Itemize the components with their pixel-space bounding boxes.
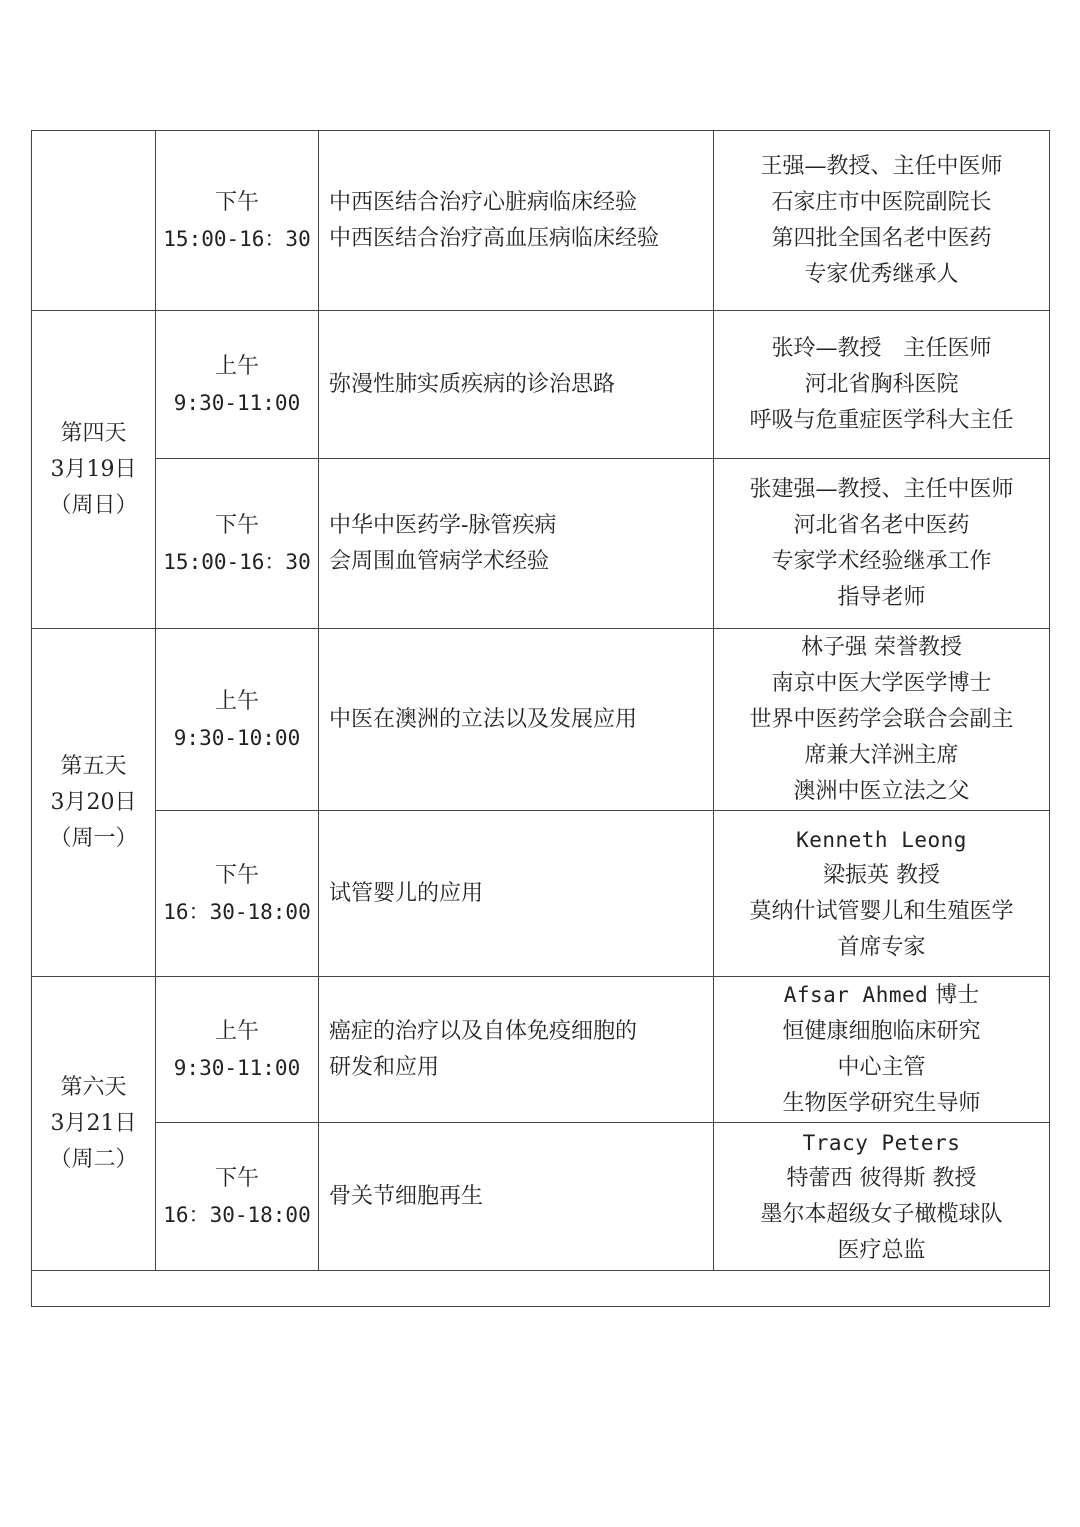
- table-row: [32, 977, 1050, 1123]
- speaker-english-name: Tracy Peters: [802, 1130, 961, 1155]
- speaker-cell: [714, 811, 1050, 977]
- time-range: 16：30-18:00: [163, 899, 311, 924]
- table-row: [32, 1123, 1050, 1271]
- topic-line: 弥漫性肺实质疾病的诊治思路: [329, 371, 616, 397]
- day-name: 第五天: [60, 753, 127, 779]
- speaker-line: 澳洲中医立法之父: [793, 778, 970, 804]
- topic-cell: [319, 629, 714, 811]
- topic-cell: [319, 311, 714, 459]
- time-cell: [156, 131, 319, 311]
- topic-cell: [319, 977, 714, 1123]
- speaker-cell: [714, 311, 1050, 459]
- period-label: 上午: [214, 353, 259, 379]
- speaker-line: 张建强—教授、主任中医师: [749, 476, 1014, 502]
- empty-cell: [32, 1271, 1050, 1307]
- speaker-name-line: [714, 977, 1049, 1014]
- topic-line: 中西医结合治疗心脏病临床经验: [329, 189, 638, 215]
- table-row: [32, 459, 1050, 629]
- time-cell: [156, 977, 319, 1123]
- speaker-line: 世界中医药学会联合会副主: [749, 706, 1014, 732]
- speaker-cell: [714, 977, 1050, 1123]
- topic-cell: [319, 459, 714, 629]
- speaker-line: 指导老师: [837, 584, 926, 610]
- table-row: [32, 811, 1050, 977]
- speaker-cell: [714, 629, 1050, 811]
- time-cell: [156, 1123, 319, 1271]
- speaker-line: 首席专家: [837, 934, 926, 960]
- topic-line: 研发和应用: [329, 1054, 440, 1080]
- speaker-line: 特蕾西 彼得斯 教授: [786, 1165, 977, 1191]
- speaker-title: 博士: [935, 983, 980, 1008]
- day-cell: [32, 311, 156, 629]
- schedule-table: [31, 130, 1050, 1307]
- time-range: 9:30-11:00: [173, 1055, 301, 1080]
- topic-line: 试管婴儿的应用: [329, 880, 484, 906]
- day-weekday: （周一）: [49, 825, 138, 851]
- speaker-english-name: Kenneth Leong: [796, 827, 967, 852]
- speaker-line: 中心主管: [837, 1055, 926, 1080]
- speaker-line: 河北省胸科医院: [804, 371, 959, 397]
- speaker-line: 专家优秀继承人: [804, 261, 959, 287]
- time-cell: [156, 629, 319, 811]
- topic-line: 癌症的治疗以及自体免疫细胞的: [329, 1018, 638, 1044]
- day-cell: [32, 131, 156, 311]
- speaker-line: 莫纳什试管婴儿和生殖医学: [749, 898, 1014, 924]
- day-date: 3月19日: [50, 456, 137, 482]
- time-range: 15:00-16：30: [163, 549, 311, 574]
- speaker-line: 墨尔本超级女子橄榄球队: [760, 1201, 1003, 1227]
- time-range: 16：30-18:00: [163, 1202, 311, 1227]
- time-range: 9:30-11:00: [173, 390, 301, 415]
- speaker-cell: [714, 131, 1050, 311]
- speaker-english-name: Afsar Ahmed: [783, 983, 929, 1007]
- speaker-line: 第四批全国名老中医药: [771, 225, 992, 251]
- table-footer-row: [32, 1271, 1050, 1307]
- time-range: 15:00-16：30: [163, 226, 311, 251]
- day-date: 3月21日: [50, 1110, 137, 1136]
- period-label: 下午: [214, 189, 259, 215]
- topic-line: 中医在澳洲的立法以及发展应用: [329, 706, 638, 732]
- day-name: 第六天: [60, 1074, 127, 1100]
- speaker-line: 林子强 荣誉教授: [801, 634, 962, 660]
- speaker-line: 医疗总监: [837, 1237, 926, 1263]
- day-date: 3月20日: [50, 789, 137, 815]
- speaker-line: 席兼大洋洲主席: [804, 742, 959, 768]
- day-weekday: （周二）: [49, 1146, 138, 1172]
- day-name: 第四天: [60, 420, 127, 446]
- topic-cell: [319, 131, 714, 311]
- day-weekday: （周日）: [49, 492, 138, 518]
- speaker-cell: [714, 459, 1050, 629]
- speaker-cell: [714, 1123, 1050, 1271]
- time-cell: [156, 311, 319, 459]
- time-range: 9:30-10:00: [173, 725, 301, 750]
- speaker-line: 呼吸与危重症医学科大主任: [749, 407, 1014, 433]
- topic-line: 中华中医药学-脉管疾病: [329, 512, 557, 538]
- period-label: 下午: [214, 512, 259, 538]
- period-label: 上午: [214, 688, 259, 714]
- speaker-line: 张玲—教授 主任医师: [771, 335, 992, 361]
- speaker-line: 梁振英 教授: [823, 862, 940, 888]
- topic-cell: [319, 1123, 714, 1271]
- speaker-line: 南京中医大学医学博士: [771, 670, 992, 696]
- table-row: [32, 629, 1050, 811]
- speaker-line: 王强—教授、主任中医师: [760, 153, 1003, 179]
- table-row: [32, 311, 1050, 459]
- topic-cell: [319, 811, 714, 977]
- table-row: [32, 131, 1050, 311]
- topic-line: 骨关节细胞再生: [329, 1183, 484, 1209]
- speaker-line: 专家学术经验继承工作: [771, 548, 992, 574]
- day-cell: [32, 629, 156, 977]
- time-cell: [156, 459, 319, 629]
- topic-line: 会周围血管病学术经验: [329, 548, 550, 574]
- speaker-line: 恒健康细胞临床研究: [782, 1019, 981, 1044]
- topic-line: 中西医结合治疗高血压病临床经验: [329, 225, 660, 251]
- period-label: 上午: [214, 1018, 259, 1044]
- speaker-line: 河北省名老中医药: [793, 512, 970, 538]
- speaker-line: 生物医学研究生导师: [782, 1091, 981, 1116]
- period-label: 下午: [214, 862, 259, 888]
- time-cell: [156, 811, 319, 977]
- day-cell: [32, 977, 156, 1271]
- period-label: 下午: [214, 1165, 259, 1191]
- speaker-line: 石家庄市中医院副院长: [771, 189, 992, 215]
